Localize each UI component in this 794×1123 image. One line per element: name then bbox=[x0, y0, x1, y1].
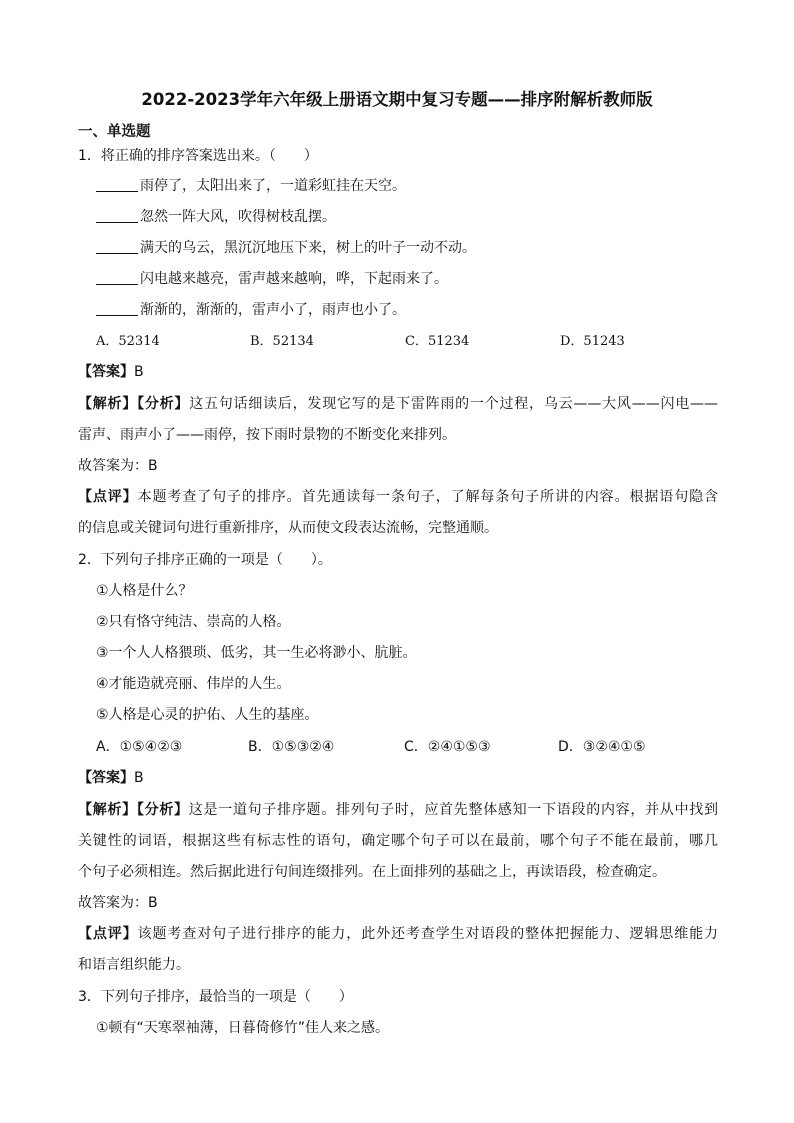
q1-conclusion: 故答案为：B bbox=[78, 458, 158, 474]
document-title: 2022-2023学年六年级上册语文期中复习专题——排序附解析教师版 bbox=[141, 90, 653, 109]
q2-option-d[interactable]: D．③②④①⑤ bbox=[558, 739, 646, 755]
q1-sentence-3: 满天的乌云，黑沉沉地压下来，树上的叶子一动不动。 bbox=[96, 238, 476, 258]
q2-sentence-5: ⑤人格是心灵的护佑、人生的基座。 bbox=[96, 707, 319, 723]
q1-option-b[interactable]: B．52134 bbox=[250, 334, 314, 349]
q2-option-b[interactable]: B．①⑤③②④ bbox=[248, 739, 335, 755]
q1-sentence-2: 忽然一阵大风，吹得树枝乱摆。 bbox=[96, 207, 336, 227]
q3-stem: 3．下列句子排序，最恰当的一项是（ ） bbox=[78, 989, 353, 1005]
q1-option-c[interactable]: C．51234 bbox=[405, 334, 470, 349]
answer-blank[interactable] bbox=[96, 239, 138, 254]
q1-sentence-5: 渐渐的，渐渐的，雷声小了，雨声也小了。 bbox=[96, 300, 406, 320]
q1-sentence-4: 闪电越来越亮，雷声越来越响，哗，下起雨来了。 bbox=[96, 269, 448, 289]
q2-sentence-4: ④才能造就亮丽、伟岸的人生。 bbox=[96, 676, 291, 692]
q2-sentence-3: ③一个人人格猥琐、低劣，其一生必将渺小、肮脏。 bbox=[96, 645, 417, 661]
q2-comment-line-2: 和语言组织能力。 bbox=[78, 957, 190, 973]
q1-comment-line-2: 的信息或关键词句进行重新排序，从而使文段表达流畅，完整通顺。 bbox=[78, 520, 498, 536]
q2-option-c[interactable]: C．②④①⑤③ bbox=[404, 739, 491, 755]
q1-stem: 1．将正确的排序答案选出来。（ ） bbox=[78, 148, 318, 164]
q3-sentence-1: ①顿有“天寒翠袖薄，日暮倚修竹”佳人来之感。 bbox=[96, 1020, 390, 1036]
q1-analysis-line-1: 【解析】【分析】这五句话细读后，发现它写的是下雷阵雨的一个过程，乌云——大风——闪电—— bbox=[78, 396, 719, 412]
q2-stem: 2．下列句子排序正确的一项是（ ）。 bbox=[78, 552, 332, 568]
answer-blank[interactable] bbox=[96, 301, 138, 316]
answer-blank[interactable] bbox=[96, 270, 138, 285]
q2-sentence-2: ②只有恪守纯洁、崇高的人格。 bbox=[96, 614, 291, 630]
answer-blank[interactable] bbox=[96, 208, 138, 223]
q1-answer: 【答案】B bbox=[78, 364, 144, 380]
q2-analysis-line-3: 个句子必须相连。然后据此进行句间连缀排列。在上面排列的基础之上，再读语段，检查确定。 bbox=[78, 864, 666, 880]
q2-answer: 【答案】B bbox=[78, 770, 144, 786]
q2-option-a[interactable]: A．①⑤④②③ bbox=[96, 739, 183, 755]
q2-analysis-line-1: 【解析】【分析】这是一道句子排序题。排列句子时，应首先整体感知一下语段的内容，并从中找到 bbox=[78, 802, 719, 818]
q1-option-a[interactable]: A．52314 bbox=[96, 334, 160, 349]
section-heading: 一、单选题 bbox=[78, 124, 151, 140]
q1-option-d[interactable]: D．51243 bbox=[560, 334, 625, 349]
answer-blank[interactable] bbox=[96, 177, 138, 192]
q1-analysis-line-2: 雷声、雨声小了——雨停，按下雨时景物的不断变化来排列。 bbox=[78, 427, 456, 443]
q1-sentence-1: 雨停了，太阳出来了，一道彩虹挂在天空。 bbox=[96, 176, 406, 196]
q2-comment-line-1: 【点评】该题考查对句子进行排序的能力，此外还考查学生对语段的整体把握能力、逻辑思维能力 bbox=[78, 926, 719, 942]
q1-comment-line-1: 【点评】本题考查了句子的排序。首先通读每一条句子，了解每条句子所讲的内容。根据语句隐含 bbox=[78, 489, 719, 505]
q2-conclusion: 故答案为：B bbox=[78, 895, 158, 911]
q2-analysis-line-2: 关键性的词语，根据这些有标志性的语句，确定哪个句子可以在最前，哪个句子不能在最前，哪几 bbox=[78, 833, 718, 849]
q2-sentence-1: ①人格是什么？ bbox=[96, 583, 193, 599]
